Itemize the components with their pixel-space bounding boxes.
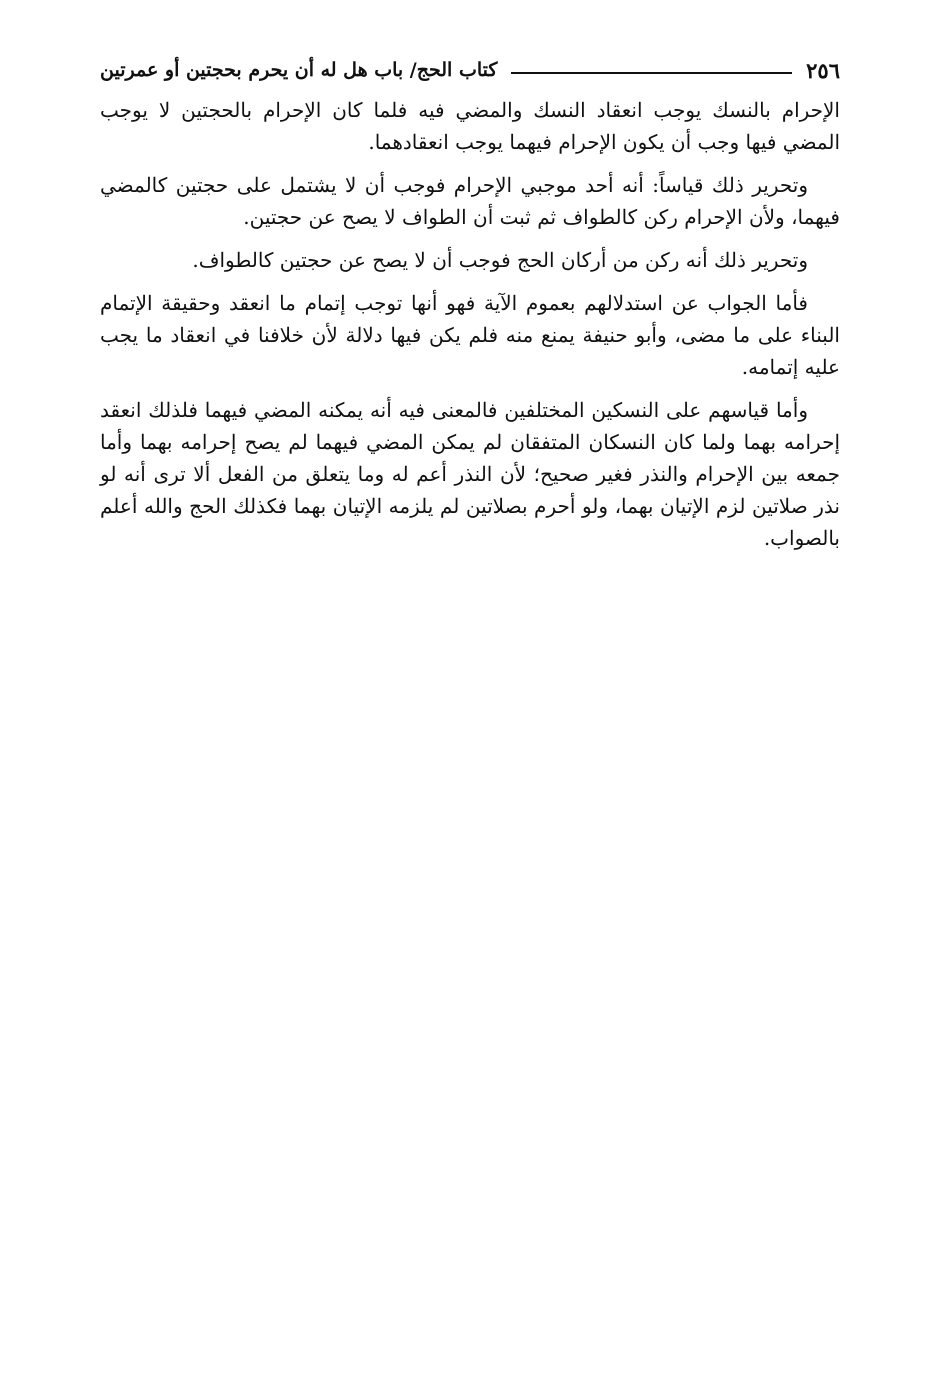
- paragraph: الإحرام بالنسك يوجب انعقاد النسك والمضي فيه فلما كان الإحرام بالحجتين لا يوجب المضي فيها وجب أن يكون الإحرام فيهما يوجب انعقادهما.: [100, 98, 840, 154]
- paragraph: فأما الجواب عن استدلالهم بعموم الآية فهو أنها توجب إتمام ما انعقد وحقيقة الإتمام البناء على ما مضى، وأبو حنيفة يمنع منه فلم يكن فيها دلالة لأن خلافنا في انعقاد ما يجب عليه إتمامه.: [100, 291, 840, 379]
- body-text: [100, 94, 840, 554]
- paragraph: وتحرير ذلك أنه ركن من أركان الحج فوجب أن لا يصح عن حجتين كالطواف.: [192, 248, 808, 272]
- paragraph: وتحرير ذلك قياساً: أنه أحد موجبي الإحرام فوجب أن لا يشتمل على حجتين كالمضي فيهما، ولأن الإحرام ركن كالطواف ثم ثبت أن الطواف لا يصح عن حجتين.: [100, 173, 840, 229]
- header-rule: [511, 72, 792, 74]
- page-header: [100, 48, 840, 92]
- page-number: ٢٥٦: [806, 57, 840, 83]
- paragraph: وأما قياسهم على النسكين المختلفين فالمعنى فيه أنه يمكنه المضي فيهما فلذلك انعقد إحرامه بهما ولما كان النسكان المتفقان لم يمكن المضي فيهما لم يصح إحرامه بهما وأما جمعه بين الإحرام والنذر فغير صحيح؛ لأن النذر أعم له وما يتعلق من الفعل ألا ترى أنه لو نذر صلاتين لزم الإتيان بهما، ولو أحرم بصلاتين لم يلزمه الإتيان بهما فكذلك الحج والله أعلم بالصواب.: [100, 398, 840, 550]
- book-page: [100, 48, 840, 565]
- running-title: كتاب الحج/ باب هل له أن يحرم بحجتين أو عمرتين: [100, 59, 498, 81]
